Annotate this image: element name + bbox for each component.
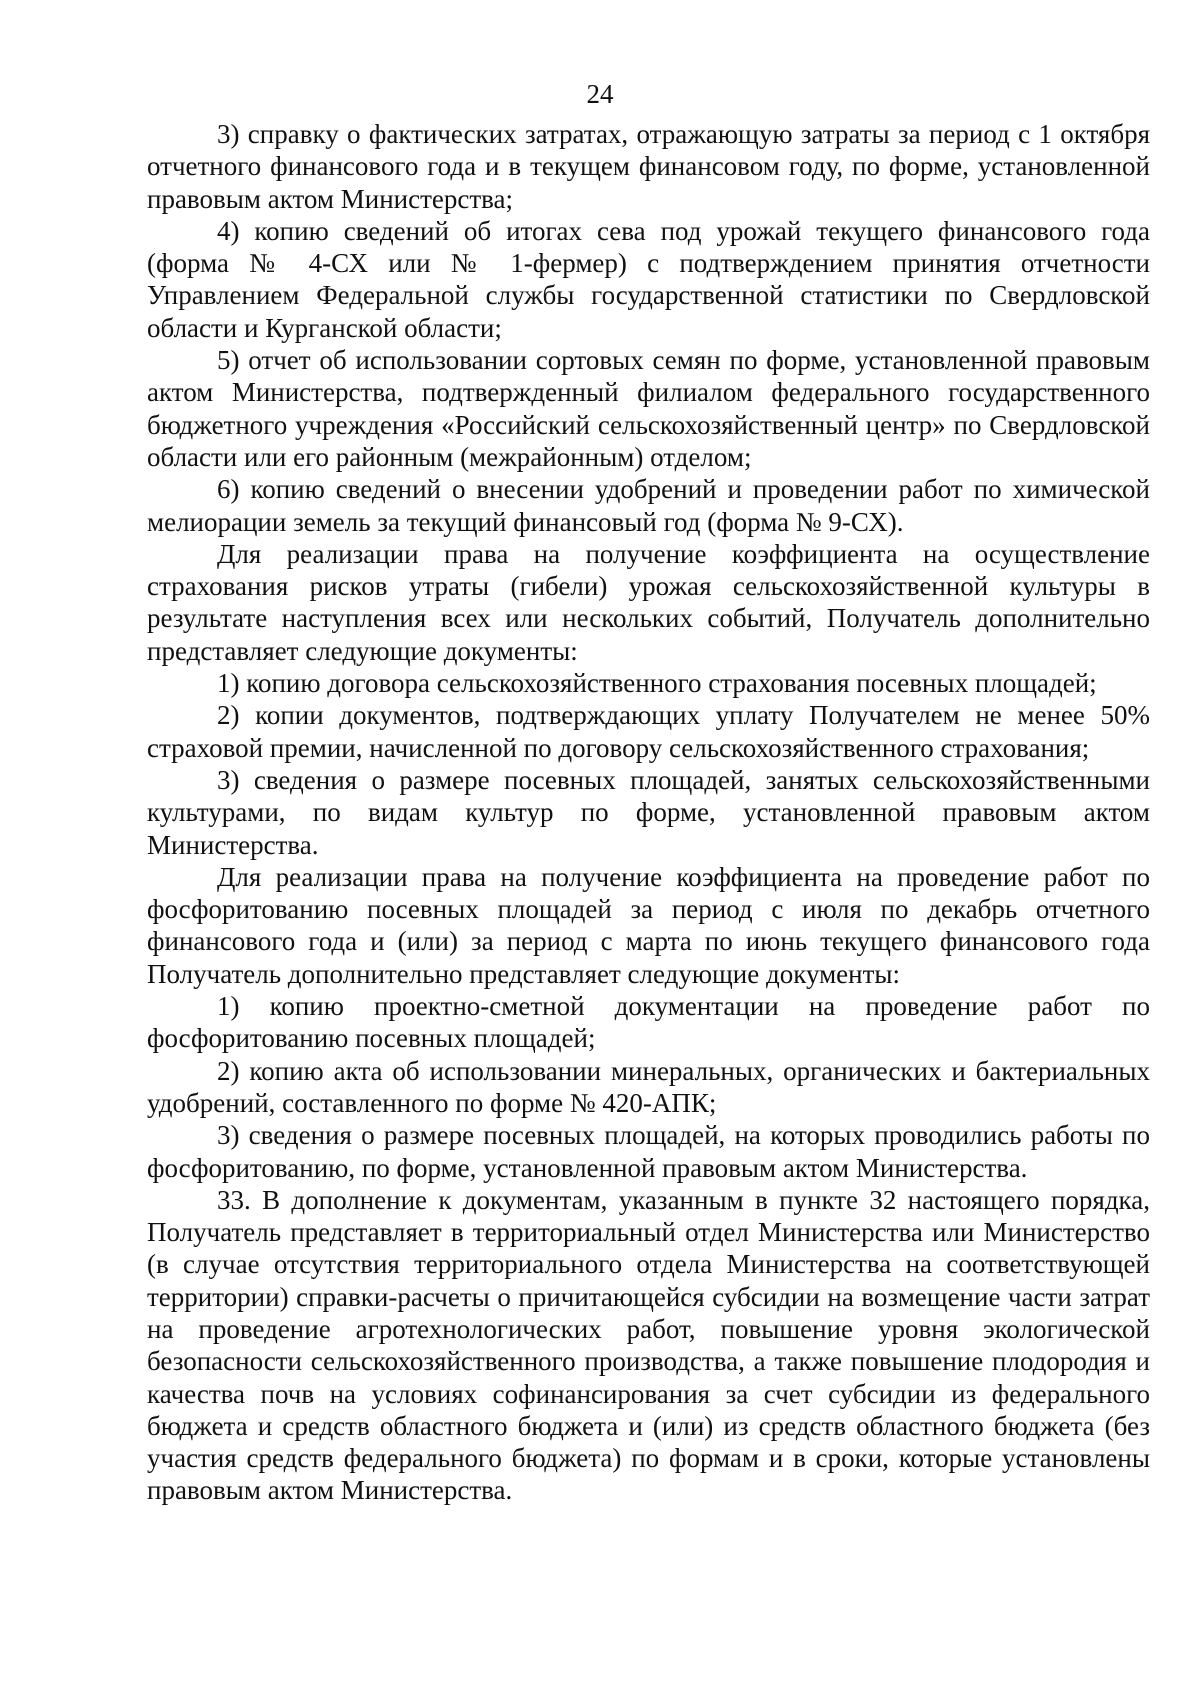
paragraph-item-3-certificate: 3) справку о фактических затратах, отражающую затраты за период с 1 октября отчетного финансового года и в текущем финансовом году, по форме, установленной правовым актом Министерства;: [147, 119, 1150, 214]
paragraph-insurance-intro: Для реализации права на получение коэффициента на осуществление страхования рисков утраты (гибели) урожая сельскохозяйственной культуры в результате наступления всех или нескольких событий, Получатель дополнительно представляет следующие документы:: [147, 538, 1150, 666]
paragraph-clause-33: 33. В дополнение к документам, указанным в пункте 32 настоящего порядка, Получатель представляет в территориальный отдел Министерства или Министерство (в случае отсутствия территориального отдела Министерства на соответствующей территории) справки-расчеты о причитающейся субсидии на возмещение части затрат на проведение агротехнологических работ, повышение уровня экологической безопасности сельскохозяйственного производства, а также повышение плодородия и качества почв на условиях софинансирования за счет субсидии из федерального бюджета и средств областного бюджета и (или) из средств областного бюджета (без участия средств федерального бюджета) по формам и в сроки, которые установлены правовым актом Министерства.: [147, 1184, 1150, 1506]
paragraph-phosphorite-item-2: 2) копию акта об использовании минеральных, органических и бактериальных удобрений, составленного по форме № 420-АПК;: [147, 1055, 1150, 1118]
paragraph-phosphorite-intro: Для реализации права на получение коэффициента на проведение работ по фосфоритованию посевных площадей за период с июля по декабрь отчетного финансового года и (или) за период с марта по июнь текущего финансового года Получатель дополнительно представляет следующие документы:: [147, 861, 1150, 989]
paragraph-item-6-fertilizer-data: 6) копию сведений о внесении удобрений и проведении работ по химической мелиорации земель за текущий финансовый год (форма № 9-СХ).: [147, 474, 1150, 537]
paragraph-phosphorite-item-1: 1) копию проектно-сметной документации на проведение работ по фосфоритованию посевных площадей;: [147, 991, 1150, 1054]
paragraph-phosphorite-item-3: 3) сведения о размере посевных площадей, на которых проводились работы по фосфоритованию, по форме, установленной правовым актом Министерства.: [147, 1120, 1150, 1183]
paragraph-insurance-item-2: 2) копии документов, подтверждающих уплату Получателем не менее 50% страховой премии, начисленной по договору сельскохозяйственного страхования;: [147, 700, 1150, 763]
document-body: [147, 118, 1150, 1507]
paragraph-insurance-item-1: 1) копию договора сельскохозяйственного страхования посевных площадей;: [217, 668, 1097, 699]
page-number: 24: [586, 79, 614, 109]
paragraph-insurance-item-3: 3) сведения о размере посевных площадей, занятых сельскохозяйственными культурами, по видам культур по форме, установленной правовым актом Министерства.: [147, 764, 1150, 860]
paragraph-item-4-sowing-data: 4) копию сведений об итогах сева под урожай текущего финансового года (форма № 4-СХ или № 1-фермер) с подтверждением принятия отчетности Управлением Федеральной службы государственной статистики по Свердловской области и Курганской области;: [147, 215, 1150, 343]
paragraph-item-5-seed-report: 5) отчет об использовании сортовых семян по форме, установленной правовым актом Министерства, подтвержденный филиалом федерального государственного бюджетного учреждения «Российский сельскохозяйственный центр» по Свердловской области или его районным (межрайонным) отделом;: [147, 345, 1150, 472]
